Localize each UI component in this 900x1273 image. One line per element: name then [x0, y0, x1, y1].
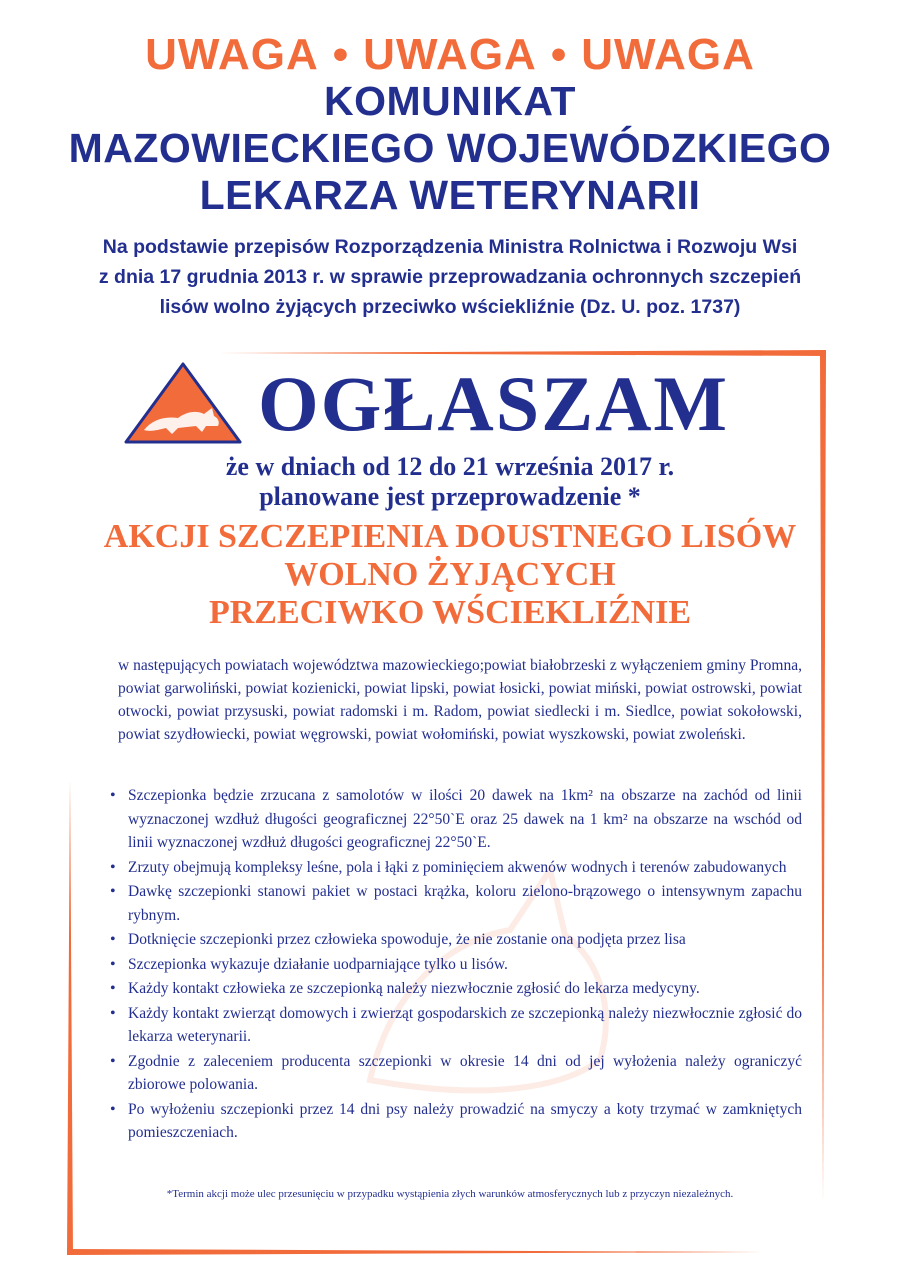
announcement-heading: OGŁASZAM	[258, 360, 730, 447]
action-line: AKCJI SZCZEPIENIA DOUSTNEGO LISÓW	[103, 518, 797, 555]
instructions-list	[110, 784, 802, 1146]
footnote: *Termin akcji może ulec przesunięciu w przypadku wystąpienia złych warunków atmosferycznych lub z przyczyn niezależnych.	[166, 1188, 734, 1200]
list-item: • Zrzuty obejmują kompleksy leśne, pola i łąki z pominięciem akwenów wodnych i terenów zabudowanych	[110, 856, 802, 880]
list-item: • Dawkę szczepionki stanowi pakiet w postaci krążka, koloru zielono-brązowego o intensywnym zapachu rybnym.	[110, 880, 802, 927]
warning-word: UWAGA	[581, 30, 755, 79]
title-line: KOMUNIKAT	[324, 78, 576, 124]
list-item: • Po wyłożeniu szczepionki przez 14 dni psy należy prowadzić na smyczy a koty trzymać w zamkniętych pomieszczeniach.	[110, 1098, 802, 1145]
warning-banner	[0, 30, 900, 80]
fox-warning-triangle-icon	[122, 360, 244, 446]
separator-dot: •	[550, 30, 568, 79]
communique-title	[0, 78, 900, 219]
list-item: • Każdy kontakt człowieka ze szczepionką należy niezwłocznie zgłosić do lekarza medycyny.	[110, 977, 802, 1001]
campaign-title	[0, 518, 900, 632]
list-item: • Każdy kontakt zwierząt domowych i zwierząt gospodarskich ze szczepionką należy niezwłocznie zgłosić do lekarza weterynarii.	[110, 1002, 802, 1049]
frame-stroke-left	[67, 780, 73, 1255]
list-item: • Szczepionka wykazuje działanie uodparniające tylko u lisów.	[110, 953, 802, 977]
frame-stroke-bottom	[67, 1249, 767, 1255]
action-line: PRZECIWKO WŚCIEKLIŹNIE	[208, 594, 692, 631]
title-line: LEKARZA WETERYNARII	[199, 172, 701, 218]
list-item: • Dotknięcie szczepionki przez człowieka spowoduje, że nie zostanie ona podjęta przez lisa	[110, 928, 802, 952]
dates-line: planowane jest przeprowadzenie *	[259, 482, 641, 511]
campaign-dates	[0, 452, 900, 512]
frame-stroke-top	[218, 350, 826, 356]
warning-word: UWAGA	[145, 30, 319, 79]
districts-paragraph: w następujących powiatach województwa mazowieckiego;powiat białobrzeski z wyłączeniem gminy Promna, powiat garwoliński, powiat kozienicki, powiat lipski, powiat łosicki, powiat miński, powiat ostrowski, powiat otwocki, powiat przysuski, powiat radomski i m. Radom, powiat siedlecki i m. Siedlce, powiat sokołowski, powiat szydłowiecki, powiat węgrowski, powiat wołomiński, powiat wyszkowski, powiat zwoleński.	[118, 657, 802, 743]
legal-basis	[0, 232, 900, 322]
legal-line: Na podstawie przepisów Rozporządzenia Ministra Rolnictwa i Rozwoju Wsi	[102, 236, 798, 258]
legal-line: lisów wolno żyjących przeciwko wściekliźnie (Dz. U. poz. 1737)	[159, 296, 741, 318]
list-item: • Szczepionka będzie zrzucana z samolotów w ilości 20 dawek na 1km² na obszarze na zachód od linii wyznaczonej wzdłuż długości geograficznej 22°50`E oraz 25 dawek na 1 km² na obszarze na wschód od linii wyznaczonej wzdłuż długości geograficznej 22°50`E.	[110, 784, 802, 855]
dates-line: że w dniach od 12 do 21 września 2017 r.	[225, 452, 675, 481]
action-line: WOLNO ŻYJĄCYCH	[284, 556, 616, 593]
separator-dot: •	[332, 30, 350, 79]
list-item: • Zgodnie z zaleceniem producenta szczepionki w okresie 14 dni od jej wyłożenia należy ograniczyć zbiorowe polowania.	[110, 1050, 802, 1097]
legal-line: z dnia 17 grudnia 2013 r. w sprawie przeprowadzania ochronnych szczepień	[98, 266, 802, 288]
warning-word: UWAGA	[363, 30, 537, 79]
title-line: MAZOWIECKIEGO WOJEWÓDZKIEGO	[68, 125, 832, 171]
